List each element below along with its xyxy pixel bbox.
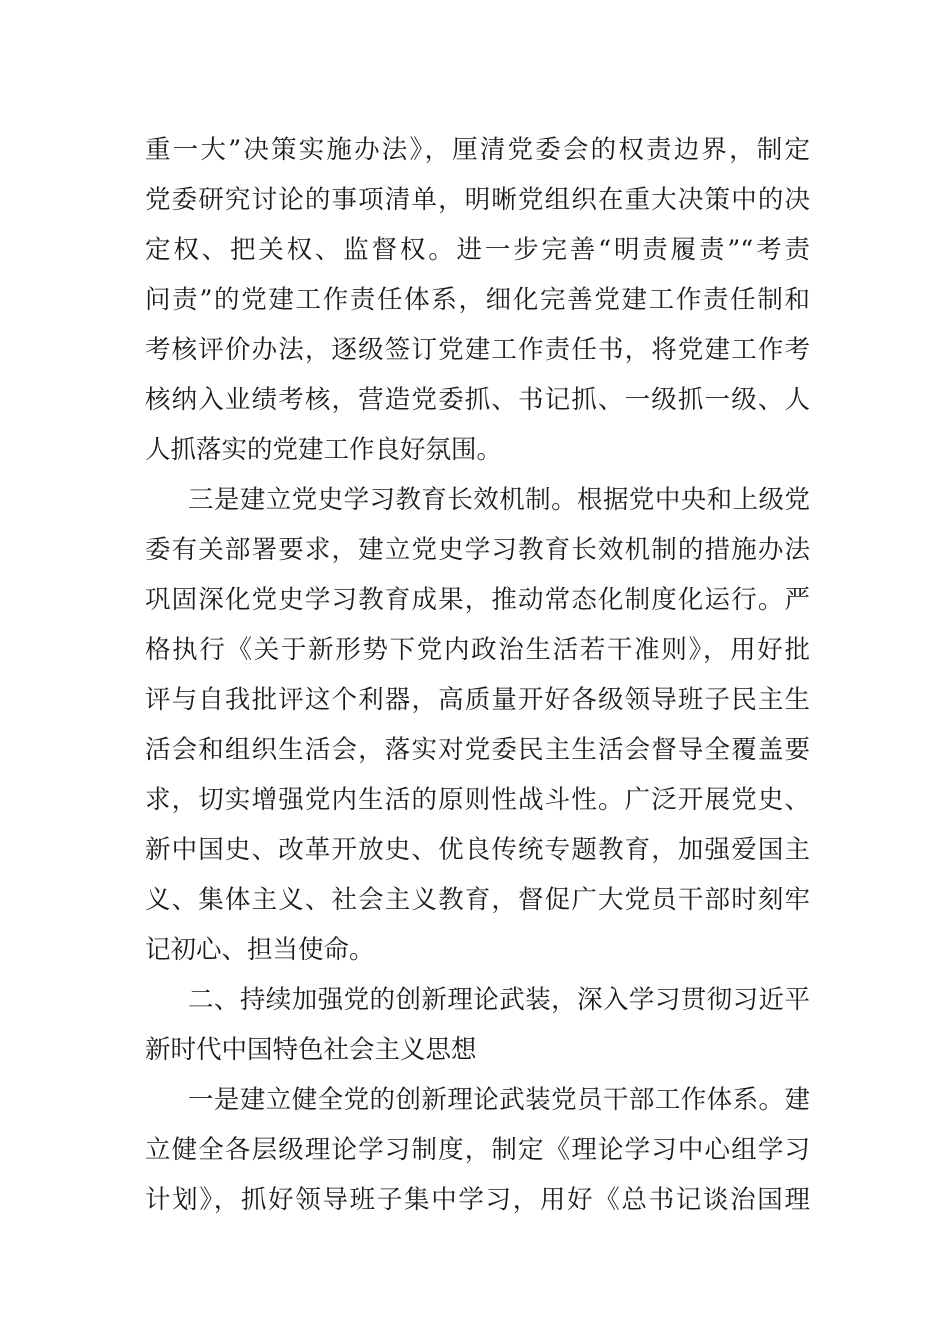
- text-line: 问责”的党建工作责任体系，细化完善党建工作责任制和: [145, 285, 810, 315]
- text-line: 一是建立健全党的创新理论武装党员干部工作体系。建: [188, 1085, 810, 1115]
- text-line: 党委研究讨论的事项清单，明晰党组织在重大决策中的决: [145, 185, 810, 215]
- text-line: 立健全各层级理论学习制度，制定《理论学习中心组学习: [145, 1135, 810, 1165]
- text-line: 定权、把关权、监督权。进一步完善“明责履责”“考责: [145, 235, 810, 265]
- section-heading-line: 新时代中国特色社会主义思想: [145, 1035, 477, 1065]
- section-heading-line: 二、持续加强党的创新理论武装，深入学习贯彻习近平: [188, 985, 810, 1015]
- text-line: 新中国史、改革开放史、优良传统专题教育，加强爱国主: [145, 835, 810, 865]
- text-line: 评与自我批评这个利器，高质量开好各级领导班子民主生: [145, 685, 810, 715]
- text-line: 格执行《关于新形势下党内政治生活若干准则》，用好批: [145, 635, 810, 665]
- text-line: 人抓落实的党建工作良好氛围。: [145, 435, 503, 465]
- text-line: 重一大”决策实施办法》，厘清党委会的权责边界，制定: [145, 135, 810, 165]
- text-line: 核纳入业绩考核，营造党委抓、书记抓、一级抓一级、人: [145, 385, 810, 415]
- text-line: 委有关部署要求，建立党史学习教育长效机制的措施办法: [145, 535, 810, 565]
- text-line: 三是建立党史学习教育长效机制。根据党中央和上级党: [188, 485, 810, 515]
- text-line: 巩固深化党史学习教育成果，推动常态化制度化运行。严: [145, 585, 810, 615]
- text-line: 义、集体主义、社会主义教育，督促广大党员干部时刻牢: [145, 885, 810, 915]
- text-line: 求，切实增强党内生活的原则性战斗性。广泛开展党史、: [145, 785, 810, 815]
- text-line: 考核评价办法，逐级签订党建工作责任书，将党建工作考: [145, 335, 810, 365]
- text-line: 记初心、担当使命。: [145, 935, 375, 965]
- text-line: 计划》，抓好领导班子集中学习，用好《总书记谈治国理: [145, 1185, 810, 1215]
- text-line: 活会和组织生活会，落实对党委民主生活会督导全覆盖要: [145, 735, 810, 765]
